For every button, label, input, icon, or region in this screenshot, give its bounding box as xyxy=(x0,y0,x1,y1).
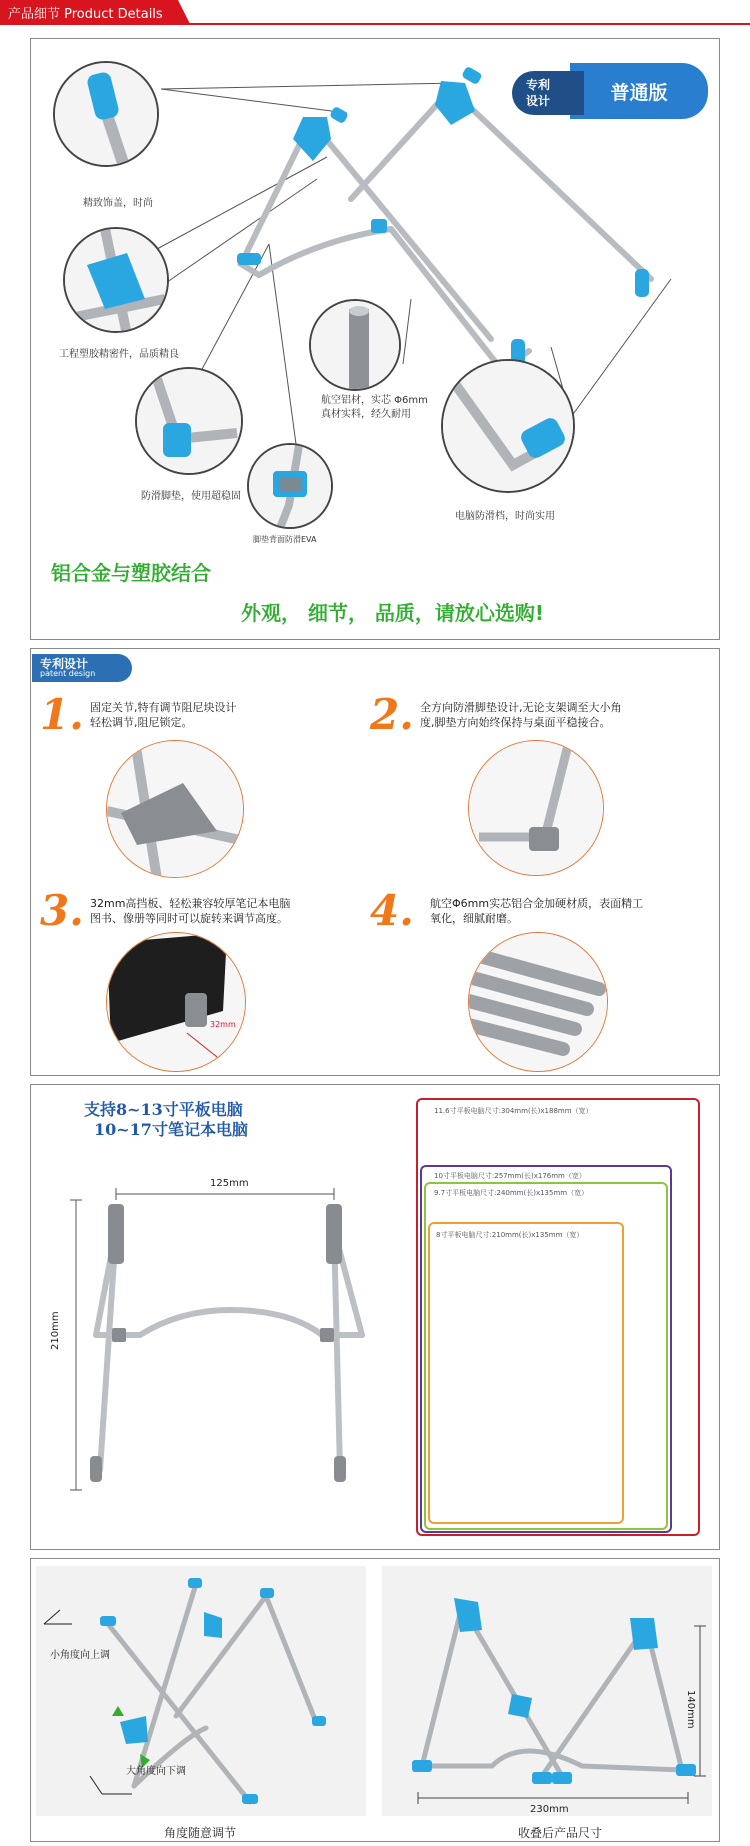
folded-size-caption: 收叠后产品尺寸 xyxy=(518,1826,603,1840)
feature-2-circle xyxy=(468,740,604,876)
badge-standard: 普通版 xyxy=(570,63,708,119)
eva-detail-circle xyxy=(247,443,333,529)
feature-3-line2: 图书、像册等同时可以旋转来调节高度。 xyxy=(90,912,288,925)
size-label-11-6: 11.6寸平板电脑尺寸:304mm(长)x188mm（宽） xyxy=(434,1107,593,1115)
down-adjust-label: 大角度向下调 xyxy=(126,1766,186,1777)
support-title-line2: 10~17寸笔记本电脑 xyxy=(94,1120,248,1139)
width-dimension: 125mm xyxy=(210,1178,249,1189)
feature-2-line1: 全方向防滑脚垫设计,无论支架调至大小角 xyxy=(420,701,622,714)
feature-1-line1: 固定关节,特有调节阻尼块设计 xyxy=(90,701,237,714)
feature-4-line1: 航空Φ6mm实芯铝合金加硬材质，表面精工 xyxy=(430,897,644,910)
badge-patent: 专利 设计 xyxy=(512,71,584,115)
page-header xyxy=(0,0,750,26)
hook-detail-circle xyxy=(441,359,575,493)
feature-number-4: 4. xyxy=(370,886,414,935)
detail-panel xyxy=(30,38,720,640)
version-badge xyxy=(512,63,708,121)
foot-caption: 防滑脚垫，使用超稳固 xyxy=(141,491,241,502)
tube-caption-line1: 航空铝材，实芯 Φ6mm xyxy=(321,395,428,406)
slogan-secondary: 外观， 细节， 品质，请放心选购! xyxy=(241,601,545,625)
patent-header-en: patent design xyxy=(40,669,96,678)
joint-caption: 工程塑胶精密件，品质精良 xyxy=(59,349,179,360)
folded-size-drawing xyxy=(382,1566,712,1816)
slogan-primary: 铝合金与塑胶结合 xyxy=(51,561,211,585)
feature-number-1: 1. xyxy=(40,690,84,739)
angle-adjust-drawing xyxy=(36,1566,366,1816)
support-title-line1: 支持8~13寸平板电脑 xyxy=(84,1100,243,1119)
feature-4-circle xyxy=(468,932,608,1072)
stand-front-drawing xyxy=(50,1160,380,1500)
folded-width-label: 230mm xyxy=(530,1804,569,1815)
patent-header-cn: 专利设计 xyxy=(40,657,89,671)
eva-caption: 脚垫背面防滑EVA xyxy=(253,535,317,544)
folded-height-label: 140mm xyxy=(685,1690,696,1729)
feature-1-line2: 轻松调节,阻尼锁定。 xyxy=(90,716,193,729)
tube-detail-circle xyxy=(309,299,401,391)
tube-caption-line2: 真材实料，经久耐用 xyxy=(321,409,411,420)
dim-32mm: 32mm xyxy=(210,1020,236,1029)
cap-caption: 精致饰盖，时尚 xyxy=(83,198,153,209)
size-box-8 xyxy=(428,1222,624,1524)
hook-caption: 电脑防滑档，时尚实用 xyxy=(455,511,555,522)
angle-adjust-caption: 角度随意调节 xyxy=(164,1826,237,1840)
header-rule xyxy=(0,23,750,25)
height-dimension: 210mm xyxy=(50,1311,61,1350)
cap-detail-circle xyxy=(53,61,159,167)
feature-1-circle xyxy=(106,740,244,878)
patent-header xyxy=(32,654,132,682)
up-adjust-label: 小角度向上调 xyxy=(50,1650,110,1661)
feature-4-line2: 氧化，细腻耐磨。 xyxy=(430,912,518,925)
feature-3-line1: 32mm高挡板、轻松兼容较厚笔记本电脑 xyxy=(90,897,291,910)
size-label-8: 8寸平板电脑尺寸:210mm(长)x135mm（宽） xyxy=(436,1231,584,1239)
feature-number-2: 2. xyxy=(370,690,414,739)
size-label-10: 10寸平板电脑尺寸:257mm(长)x176mm（宽） xyxy=(434,1172,586,1180)
header-title: 产品细节 Product Details xyxy=(8,7,163,22)
foot-detail-circle xyxy=(135,367,243,475)
size-label-9-7: 9.7寸平板电脑尺寸:240mm(长)x135mm（宽） xyxy=(434,1189,589,1197)
feature-3-circle xyxy=(106,932,246,1072)
joint-detail-circle xyxy=(63,227,169,333)
feature-2-line2: 度,脚垫方向始终保持与桌面平稳接合。 xyxy=(420,716,611,729)
feature-number-3: 3. xyxy=(40,886,84,935)
